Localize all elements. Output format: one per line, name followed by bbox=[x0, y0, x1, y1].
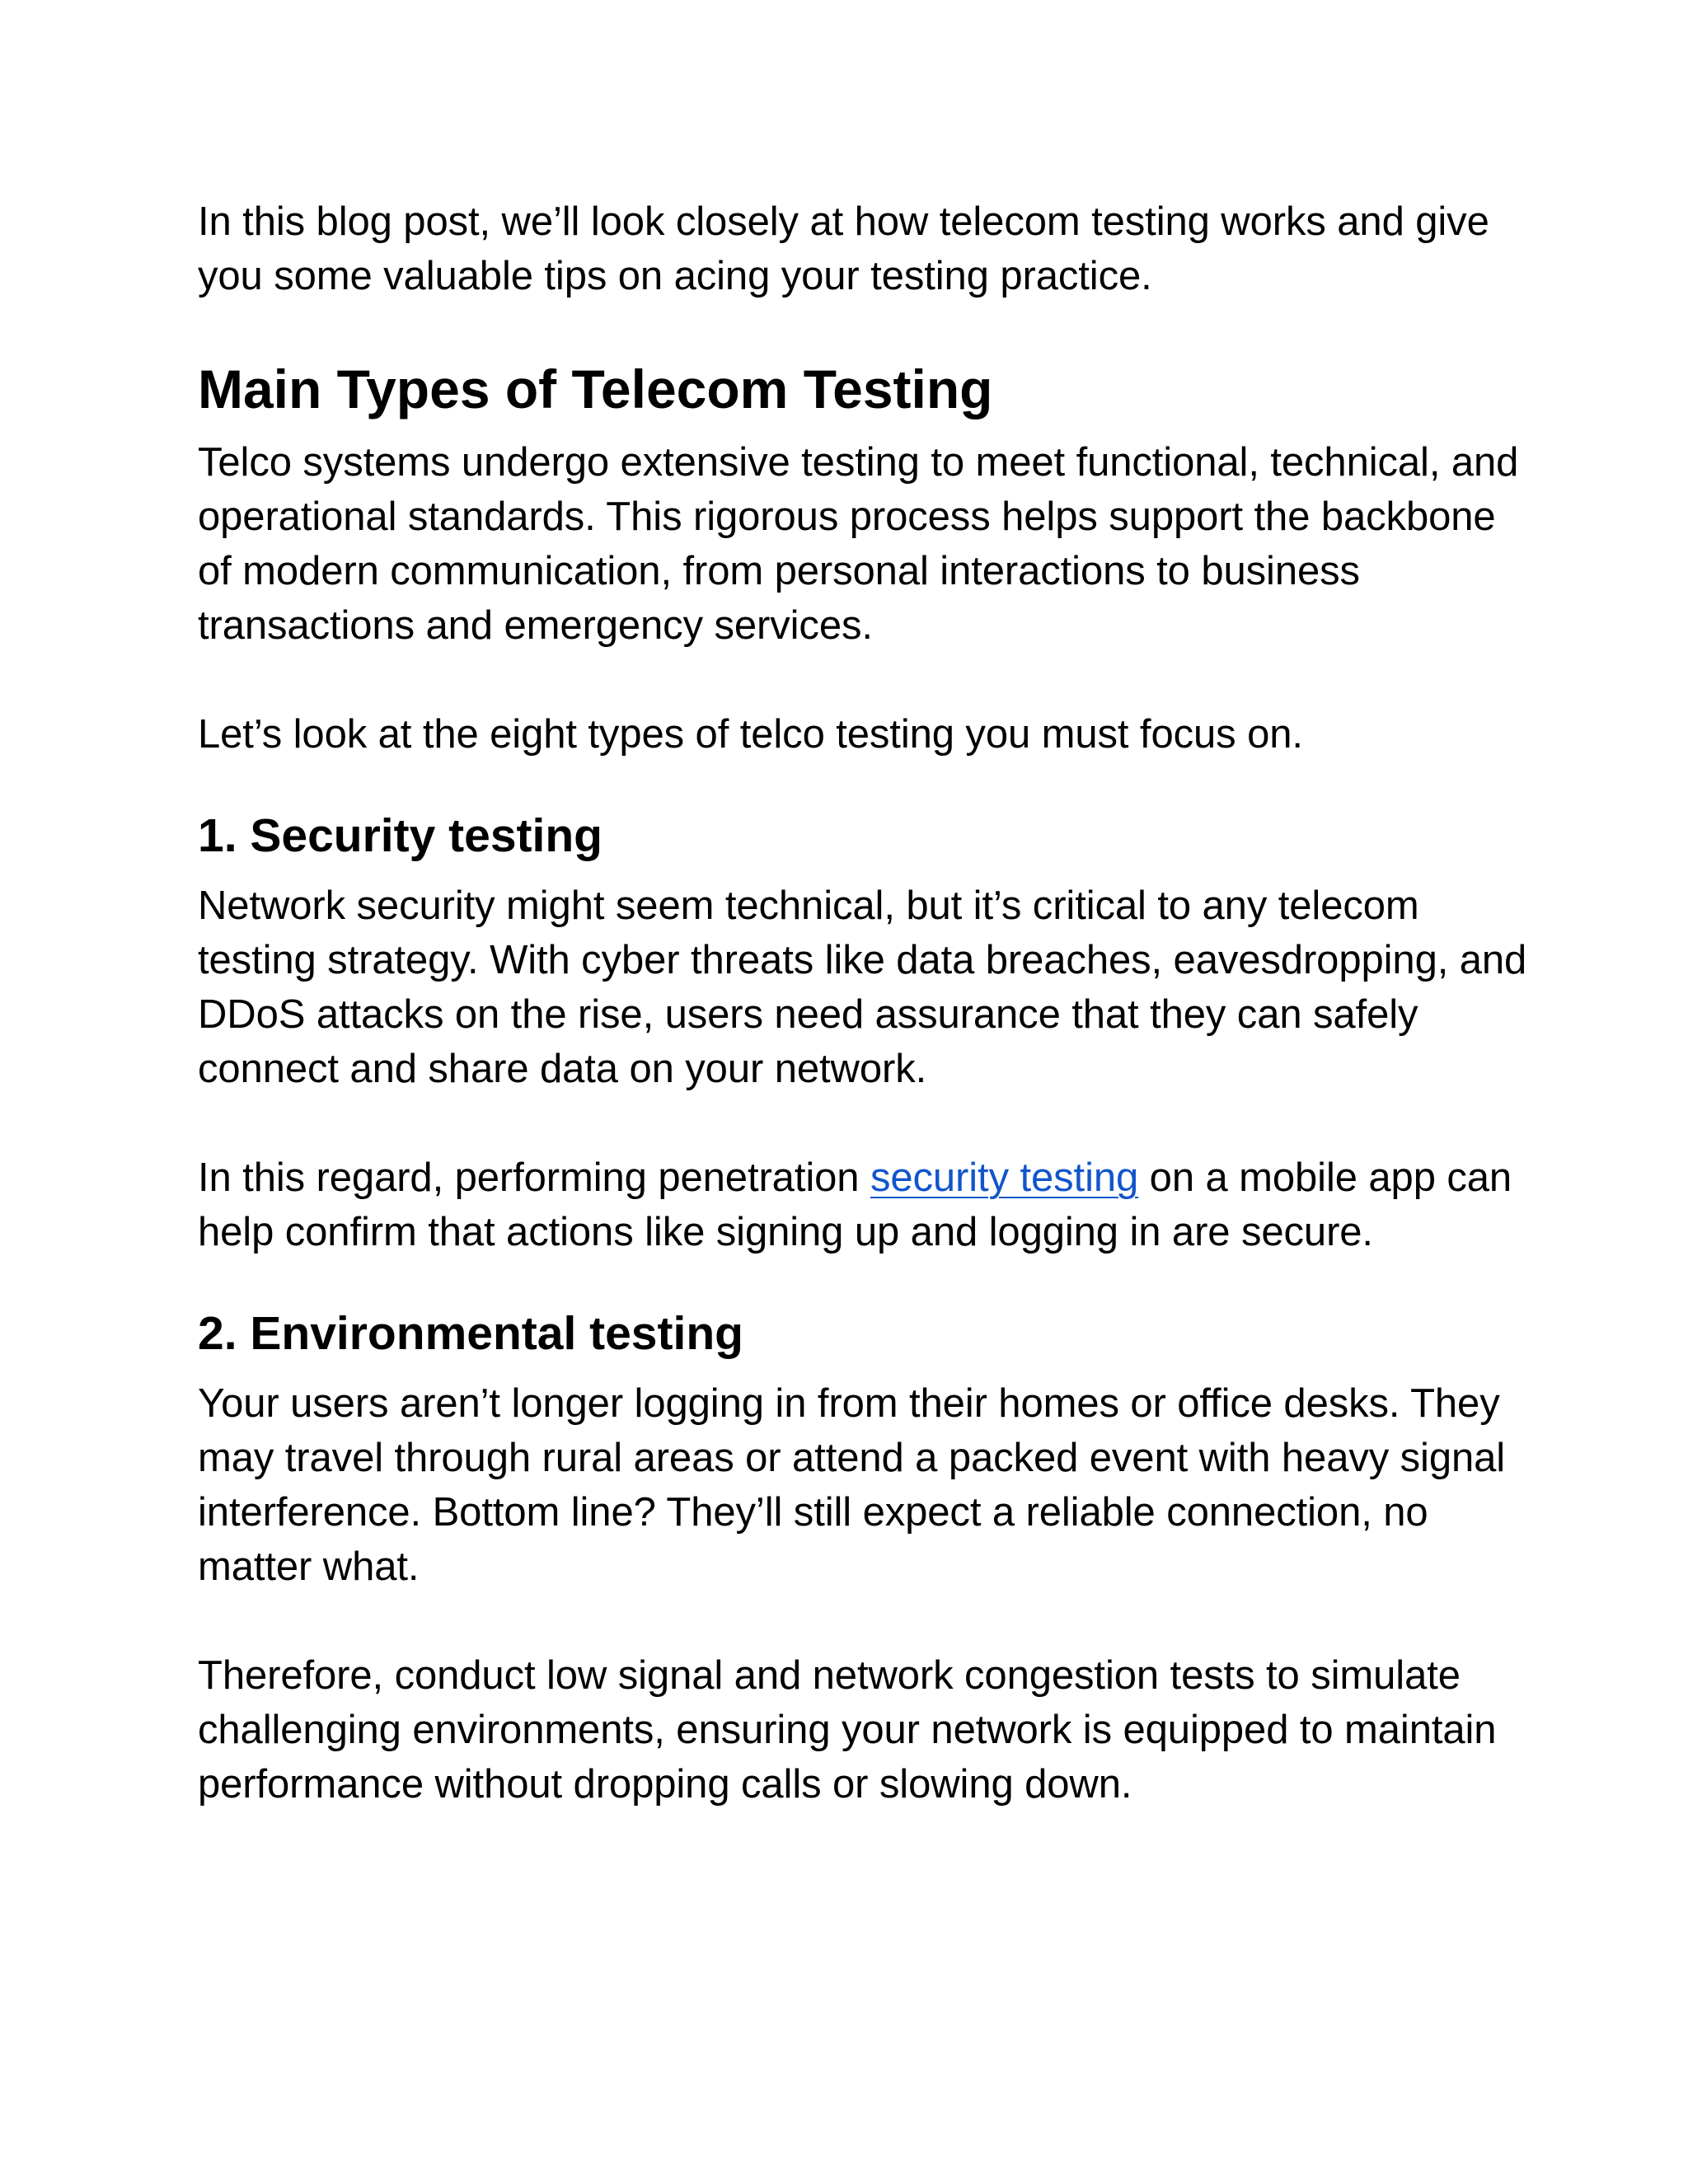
main-types-paragraph-2: Let’s look at the eight types of telco testing you must focus on. bbox=[198, 712, 1303, 757]
security-paragraph-2-text-after: on a mobile app can help confirm that actions like signing up and logging in are secure. bbox=[198, 1155, 1512, 1254]
spacer bbox=[198, 653, 1533, 707]
spacer bbox=[198, 762, 1533, 806]
security-paragraph-2 bbox=[198, 1151, 1533, 1259]
environmental-paragraph-1: Your users aren’t longer logging in from their homes or office desks. They may travel through rural areas or attend a packed event with heavy signal interference. Bottom line? They’ll still expect a reliable connection, no matter what. bbox=[198, 1381, 1506, 1589]
spacer bbox=[198, 1363, 1533, 1376]
environmental-paragraph-2: Therefore, conduct low signal and network congestion tests to simulate challenging environments, ensuring your network is equipped to maintain performance without dropping calls or slowing down. bbox=[198, 1653, 1497, 1807]
article-body bbox=[198, 194, 1533, 1811]
section-heading-security-testing: 1. Security testing bbox=[198, 809, 603, 862]
main-types-paragraph-1: Telco systems undergo extensive testing to meet functional, technical, and operational standards. This rigorous process helps support the backbone of modern communication, from personal interactions to business transactions and emergency services. bbox=[198, 440, 1519, 648]
spacer bbox=[198, 422, 1533, 435]
spacer bbox=[198, 303, 1533, 356]
security-paragraph-1: Network security might seem technical, but it’s critical to any telecom testing strategy. With cyber threats like data breaches, eavesdropping, and DDoS attacks on the rise, users need assurance that they can safely connect and share data on your network. bbox=[198, 883, 1527, 1091]
intro-paragraph: In this blog post, we’ll look closely at how telecom testing works and give you some valuable tips on acing your testing practice. bbox=[198, 199, 1489, 298]
section-heading-environmental-testing: 2. Environmental testing bbox=[198, 1307, 743, 1360]
security-paragraph-2-text-before: In this regard, performing penetration bbox=[198, 1155, 870, 1200]
security-testing-link[interactable]: security testing bbox=[870, 1155, 1139, 1200]
spacer bbox=[198, 1096, 1533, 1151]
section-heading-main-types: Main Types of Telecom Testing bbox=[198, 359, 993, 419]
spacer bbox=[198, 865, 1533, 879]
spacer bbox=[198, 1259, 1533, 1304]
spacer bbox=[198, 1594, 1533, 1648]
